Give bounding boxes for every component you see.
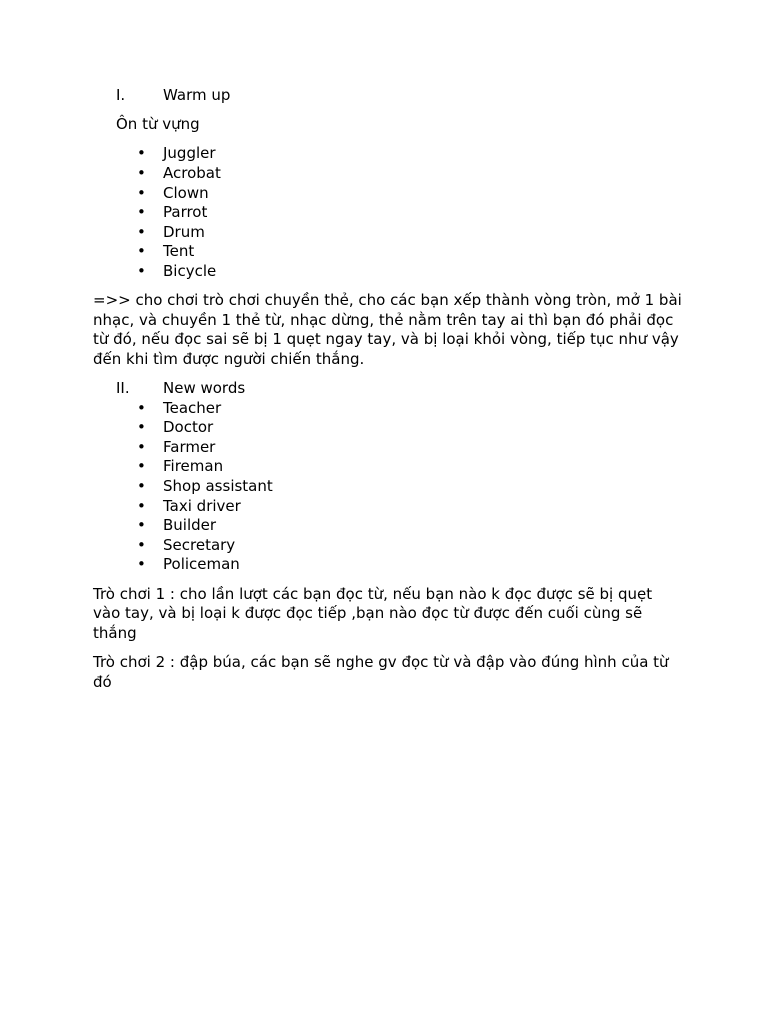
bullet-icon: •: [137, 203, 146, 222]
section-heading-warm-up: [93, 86, 683, 106]
list-item-text: Doctor: [163, 418, 214, 437]
list-item: [93, 223, 683, 243]
section-title: New words: [163, 379, 246, 398]
list-item-text: Shop assistant: [163, 477, 273, 496]
list-item-text: Drum: [163, 222, 205, 241]
review-label: Ôn từ vựng: [116, 115, 200, 134]
bullet-icon: •: [137, 242, 146, 261]
list-item: [93, 203, 683, 223]
list-item: [93, 536, 683, 556]
new-word-list: [93, 399, 683, 575]
section-heading-new-words: [93, 379, 683, 399]
list-item-text: Tent: [163, 242, 195, 261]
bullet-icon: •: [137, 516, 146, 535]
list-item-text: Taxi driver: [163, 496, 241, 515]
bullet-icon: •: [137, 398, 146, 417]
bullet-icon: •: [137, 183, 146, 202]
list-item: [93, 262, 683, 282]
list-item: [93, 144, 683, 164]
list-item: [93, 477, 683, 497]
bullet-icon: •: [137, 418, 146, 437]
list-item-text: Policeman: [163, 555, 240, 574]
list-item-text: Fireman: [163, 457, 224, 476]
game-description: =>> cho chơi trò chơi chuyền thẻ, cho các bạn xếp thành vòng tròn, mở 1 bài nhạc, và chuyền 1 thẻ từ, nhạc dừng, thẻ nằm trên tay ai thì bạn đó phải đọc từ đó, nếu đọc sai sẽ bị 1 quẹt ngay tay, và bị loại khỏi vòng, tiếp tục như vậy đến khi tìm được người chiến thắng.: [93, 291, 682, 368]
section-number: I.: [116, 86, 126, 104]
list-item-text: Secretary: [163, 535, 236, 554]
list-item: [93, 184, 683, 204]
document-body: [93, 86, 683, 702]
section-title: Warm up: [163, 86, 231, 104]
list-item-text: Builder: [163, 516, 217, 535]
list-item-text: Parrot: [163, 203, 208, 222]
list-item-text: Juggler: [163, 144, 216, 163]
list-item: [93, 516, 683, 536]
list-item-text: Teacher: [163, 398, 222, 417]
list-item: [93, 399, 683, 419]
bullet-icon: •: [137, 535, 146, 554]
list-item-text: Clown: [163, 183, 209, 202]
section-number: II.: [116, 379, 130, 398]
list-item-text: Acrobat: [163, 163, 221, 182]
bullet-icon: •: [137, 477, 146, 496]
list-item: [93, 457, 683, 477]
warmup-word-list: [93, 144, 683, 281]
list-item-text: Bicycle: [163, 261, 217, 280]
list-item: [93, 438, 683, 458]
bullet-icon: •: [137, 261, 146, 280]
bullet-icon: •: [137, 163, 146, 182]
list-item: [93, 418, 683, 438]
list-item: [93, 555, 683, 575]
bullet-icon: •: [137, 437, 146, 456]
bullet-icon: •: [137, 555, 146, 574]
list-item: [93, 164, 683, 184]
bullet-icon: •: [137, 222, 146, 241]
game-2-description: Trò chơi 2 : đập búa, các bạn sẽ nghe gv đọc từ và đập vào đúng hình của từ đó: [93, 653, 669, 691]
bullet-icon: •: [137, 496, 146, 515]
list-item: [93, 242, 683, 262]
bullet-icon: •: [137, 144, 146, 163]
list-item: [93, 497, 683, 517]
bullet-icon: •: [137, 457, 146, 476]
list-item-text: Farmer: [163, 437, 216, 456]
game-1-description: Trò chơi 1 : cho lần lượt các bạn đọc từ, nếu bạn nào k đọc được sẽ bị quẹt vào tay, và bị loại k được đọc tiếp ,bạn nào đọc từ được đến cuối cùng sẽ thắng: [93, 584, 653, 642]
